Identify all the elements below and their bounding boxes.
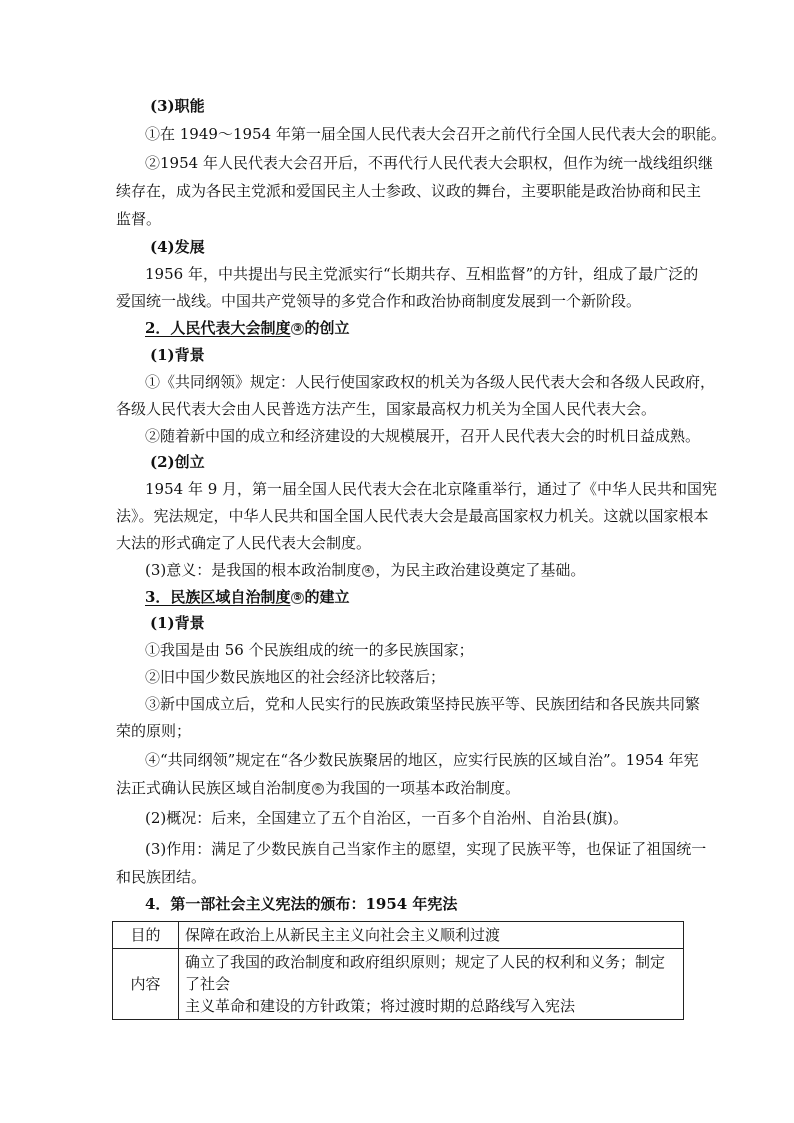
table-cell: 保障在政治上从新民主主义向社会主义顺利过渡 [179,922,684,949]
autonomy-text-end: 为我国的一项基本政治制度。 [325,779,521,797]
section-title-text: 2．人民代表大会制度 [145,319,291,337]
annotation-marker: ④ [364,566,373,576]
paragraph-line: (2)概况：后来，全国建立了五个自治区，一百多个自治州、自治县(旗)。 [145,809,628,827]
table-row [113,949,684,1020]
paragraph-line: ①《共同纲领》规定：人民行使国家政权的机关为各级人民代表大会和各级人民政府， [145,373,716,391]
autonomy-text: 法正式确认民族区域自治制度 [116,779,312,797]
heading-background: (1)背景 [150,614,205,632]
paragraph-line: 和民族团结。 [116,868,207,886]
annotation-marker: ③ [293,324,302,334]
section-heading-4: 4．第一部社会主义宪法的颁布：1954 年宪法 [145,895,458,913]
paragraph-line: 监督。 [116,210,162,228]
significance-text: (3)意义：是我国的根本政治制度 [145,561,362,579]
paragraph-line: ④“共同纲领”规定在“各少数民族聚居的地区，应实行民族的区域自治”。1954 年宪 [145,751,699,769]
significance-text-end: ，为民主政治建设奠定了基础。 [375,561,586,579]
paragraph-line: 1956 年，中共提出与民主党派实行“长期共存、互相监督”的方针，组成了最广泛的 [145,265,699,283]
section-heading-2 [145,318,350,338]
paragraph-line: ③新中国成立后，党和人民实行的民族政策坚持民族平等、民族团结和各民族共同繁 [145,695,701,713]
paragraph-line [116,778,520,798]
annotation-marker: ⑥ [314,784,323,794]
heading-development: (4)发展 [150,238,205,256]
paragraph-line: 大法的形式确定了人民代表大会制度。 [116,534,372,552]
heading-founding: (2)创立 [150,453,205,471]
section-heading-3 [145,587,350,607]
paragraph-line: 法》。宪法规定，中华人民共和国全国人民代表大会是最高国家权力机关。这就以国家根本 [116,507,709,525]
table-cell-line: 确立了我国的政治制度和政府组织原则；规定了人民的权利和义务；制定了社会 [185,953,666,993]
paragraph-line: 各级人民代表大会由人民普选方法产生，国家最高权力机关为全国人民代表大会。 [116,400,657,418]
paragraph-line: ①在 1949～1954 年第一届全国人民代表大会召开之前代行全国人民代表大会的职能。 [145,125,726,143]
section-title-suffix: 的创立 [304,319,350,337]
section-title-suffix: 的建立 [304,588,350,606]
heading-functions: (3)职能 [150,97,205,115]
paragraph-line: 荣的原则； [116,722,192,740]
paragraph-line: 续存在，成为各民主党派和爱国民主人士参政、议政的舞台，主要职能是政治协商和民主 [116,182,702,200]
paragraph-line: ②1954 年人民代表大会召开后，不再代行人民代表大会职权，但作为统一战线组织继 [145,154,713,172]
paragraph-line: ②旧中国少数民族地区的社会经济比较落后； [145,668,446,686]
annotation-marker: ⑤ [293,593,302,603]
paragraph-line [145,560,585,580]
section-title-text: 3．民族区域自治制度 [145,588,291,606]
paragraph-line: (3)作用：满足了少数民族自己当家作主的愿望，实现了民族平等，也保证了祖国统一 [145,840,707,858]
table-cell-line: 主义革命和建设的方针政策；将过渡时期的总路线写入宪法 [185,997,576,1015]
paragraph-line: 1954 年 9 月，第一届全国人民代表大会在北京隆重举行，通过了《中华人民共和国宪 [145,480,718,498]
heading-background: (1)背景 [150,346,205,364]
constitution-table [112,921,684,1020]
paragraph-line: ①我国是由 56 个民族组成的统一的多民族国家； [145,641,474,659]
table-row [113,922,684,949]
table-header-cell: 内容 [113,949,179,1020]
table-cell [179,949,684,1020]
paragraph-line: 爱国统一战线。中国共产党领导的多党合作和政治协商制度发展到一个新阶段。 [116,292,642,310]
paragraph-line: ②随着新中国的成立和经济建设的大规模展开，召开人民代表大会的时机日益成熟。 [145,427,701,445]
table-header-cell: 目的 [113,922,179,949]
